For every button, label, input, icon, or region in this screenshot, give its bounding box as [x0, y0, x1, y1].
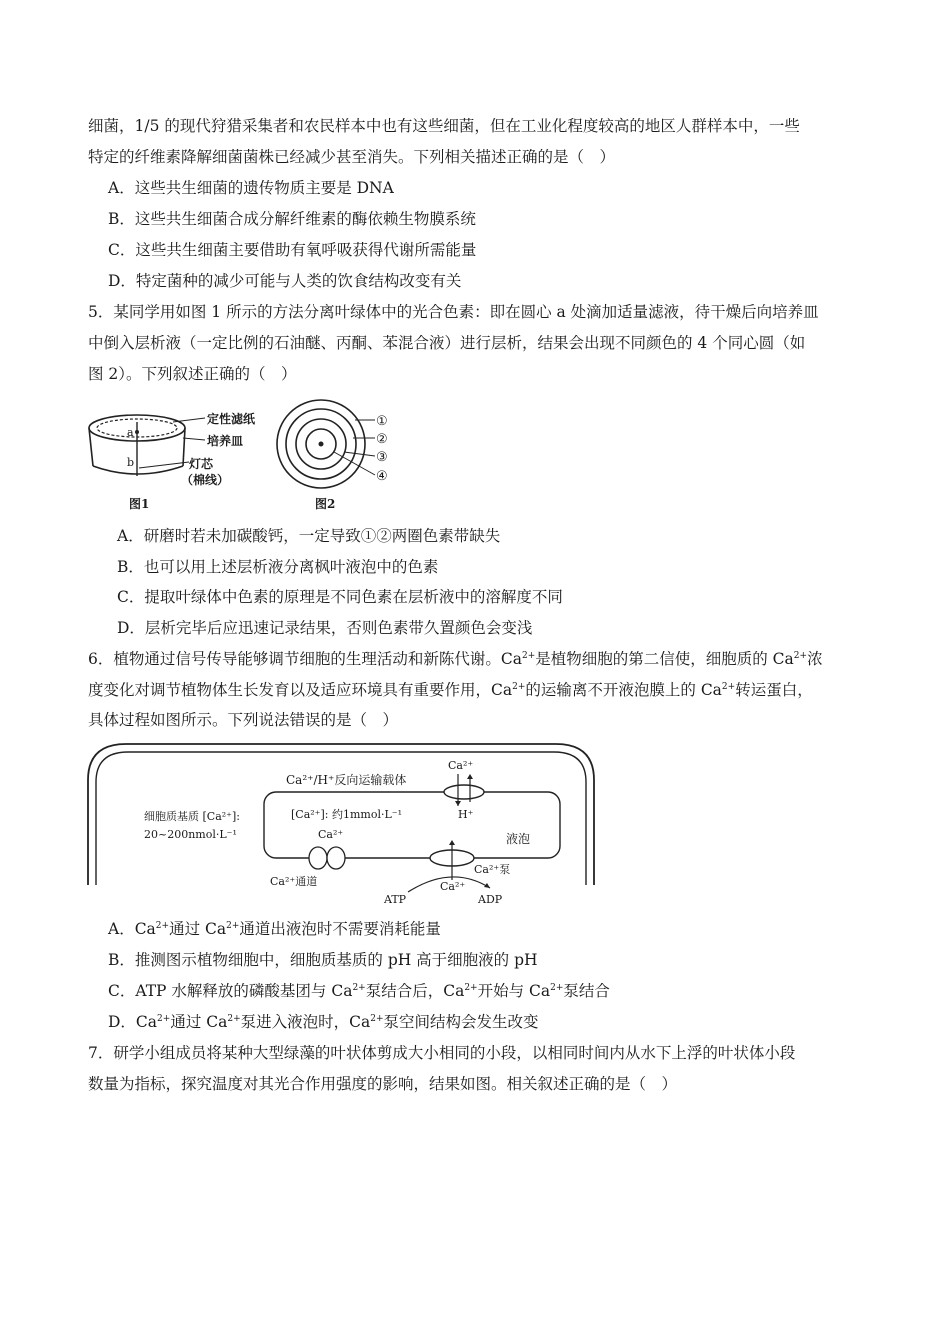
- q7-stem-line2: 数量为指标，探究温度对其光合作用强度的影响，结果如图。相关叙述正确的是（ ）: [88, 1075, 678, 1093]
- vacuole-concentration: [Ca²⁺]: 约1mmol·L⁻¹: [291, 808, 402, 821]
- q5-option-b: B．也可以用上述层析液分离枫叶液泡中的色素: [117, 558, 439, 576]
- antiporter-label: Ca²⁺/H⁺反向运输载体: [286, 773, 407, 787]
- ca-pump-label: Ca²⁺泵: [474, 863, 511, 876]
- caption-fig2: 图2: [315, 497, 336, 511]
- ca-channel-left: [309, 847, 327, 869]
- adp-label: ADP: [478, 893, 503, 906]
- q6-option-c: C．ATP 水解释放的磷酸基团与 $Ca^{2+}$泵结合后，$Ca^{2+}$开始与 $Ca^{2+}$泵结合: [108, 982, 610, 1000]
- ca-pump-ion: Ca²⁺: [440, 880, 466, 893]
- ca-top-label: Ca²⁺: [448, 759, 474, 772]
- q5-option-d: D．层析完毕后应迅速记录结果，否则色素带久置颜色会变浅: [117, 619, 533, 637]
- q4-option-d: D．特定菌种的减少可能与人类的饮食结构改变有关: [108, 272, 462, 290]
- atp-label: ATP: [384, 893, 407, 906]
- chromatography-figure: [85, 396, 405, 514]
- q4-option-a: A．这些共生细菌的遗传物质主要是 DNA: [108, 179, 394, 197]
- ca-channel-right: [327, 847, 345, 869]
- q5-stem-line3: 图 2）。下列叙述正确的（ ）: [88, 365, 297, 383]
- label-filter: 定性滤纸: [207, 412, 256, 426]
- q5-option-a: A．研磨时若未加碳酸钙，一定导致①②两圈色素带缺失: [117, 527, 501, 545]
- ring-label-2: ②: [376, 432, 388, 447]
- point-a-label: a: [127, 426, 134, 439]
- q6-stem-line2: 度变化对调节植物体生长发育以及适应环境具有重要作用，$Ca^{2+}$的运输离不开液泡膜上的 $Ca^{2+}$转运蛋白，: [88, 681, 813, 699]
- label-wick2: （棉线）: [181, 473, 230, 487]
- ca-channel-ion: Ca²⁺: [318, 828, 344, 841]
- calcium-transport-figure: [86, 740, 598, 908]
- ring-label-1: ①: [376, 414, 388, 429]
- ring-label-3: ③: [376, 450, 388, 465]
- q6-option-d: D．$Ca^{2+}$通过 $Ca^{2+}$泵进入液泡时，$Ca^{2+}$泵空间结构会发生改变: [108, 1013, 539, 1031]
- q5-option-c: C．提取叶绿体中色素的原理是不同色素在层析液中的溶解度不同: [117, 588, 563, 606]
- antiporter-protein: [444, 785, 484, 799]
- ca-channel-label: Ca²⁺通道: [270, 875, 318, 888]
- ring-label-4: ④: [376, 469, 388, 484]
- q5-stem-line1: 5．某同学用如图 1 所示的方法分离叶绿体中的光合色素：即在圆心 a 处滴加适量滤液，待干燥后向培养皿: [88, 303, 819, 321]
- q4-stem-line2: 特定的纤维素降解细菌菌株已经减少甚至消失。下列相关描述正确的是（ ）: [88, 148, 616, 166]
- q4-stem-line1: 细菌，1/5 的现代狩猎采集者和农民样本中也有这些细菌，但在工业化程度较高的地区人群样本中，一些: [88, 117, 800, 135]
- cytosol-conc-line1: 细胞质基质 [Ca²⁺]:: [144, 810, 240, 823]
- q6-stem-line3: 具体过程如图所示。下列说法错误的是（ ）: [88, 711, 399, 729]
- caption-fig1: 图1: [129, 497, 150, 511]
- q4-option-b: B．这些共生细菌合成分解纤维素的酶依赖生物膜系统: [108, 210, 476, 228]
- cytosol-conc-line2: 20~200nmol·L⁻¹: [144, 828, 237, 841]
- q6-option-a: A．$Ca^{2+}$通过 $Ca^{2+}$通道出液泡时不需要消耗能量: [108, 920, 441, 938]
- q6-stem-line1: 6．植物通过信号传导能够调节细胞的生理活动和新陈代谢。$Ca^{2+}$是植物细胞的第二信使，细胞质的 $Ca^{2+}$浓: [88, 650, 823, 668]
- q4-option-c: C．这些共生细菌主要借助有氧呼吸获得代谢所需能量: [108, 241, 477, 259]
- label-dish: 培养皿: [207, 434, 244, 448]
- point-b-label: b: [127, 456, 135, 469]
- q6-option-b: B．推测图示植物细胞中，细胞质基质的 pH 高于细胞液的 pH: [108, 951, 538, 969]
- vacuole-membrane: [264, 792, 560, 858]
- q7-stem-line1: 7．研学小组成员将某种大型绿藻的叶状体剪成大小相同的小段，以相同时间内从水下上浮的叶状体小段: [88, 1044, 796, 1062]
- label-wick: 灯芯: [189, 457, 214, 471]
- vacuole-label: 液泡: [506, 832, 531, 846]
- h-plus-label: H⁺: [458, 808, 474, 821]
- q5-stem-line2: 中倒入层析液（一定比例的石油醚、丙酮、苯混合液）进行层析，结果会出现不同颜色的 4 个同心圆（如: [88, 334, 806, 352]
